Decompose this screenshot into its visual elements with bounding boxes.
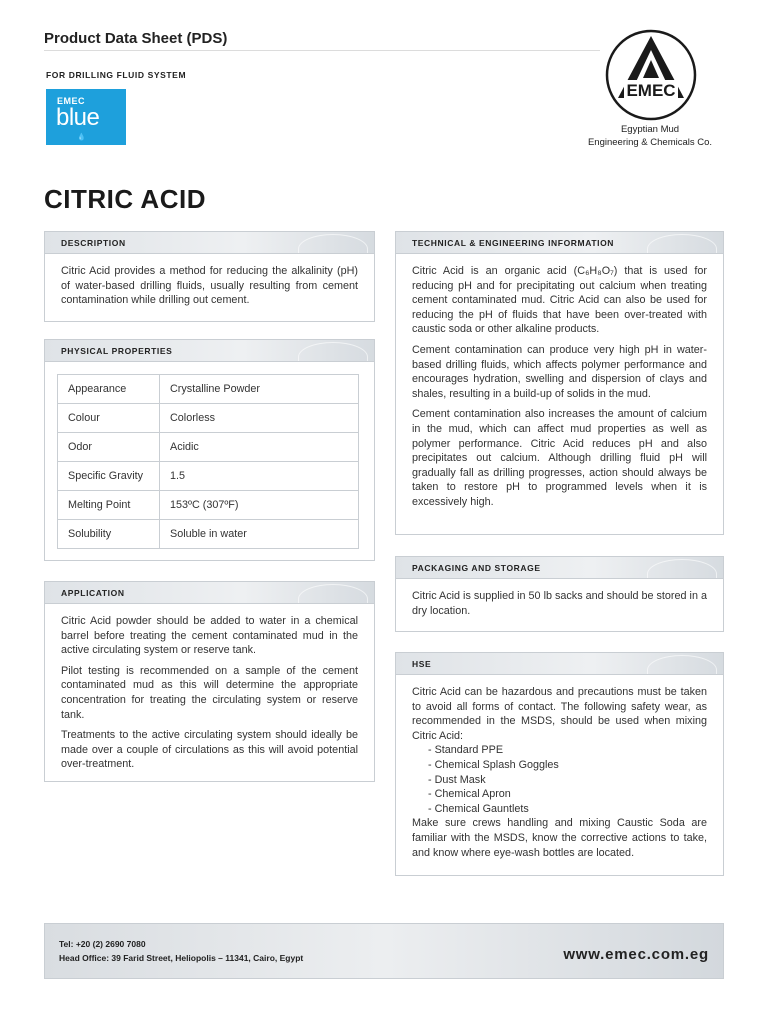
technical-info-panel bbox=[395, 231, 724, 535]
description-heading-text: DESCRIPTION bbox=[61, 238, 126, 248]
company-name-line-1: Egyptian Mud bbox=[620, 124, 680, 135]
table-row bbox=[58, 375, 359, 404]
description-panel bbox=[44, 231, 375, 322]
application-panel bbox=[44, 581, 375, 782]
brand-logo-word: blue bbox=[56, 104, 100, 131]
hse-ppe-list bbox=[412, 743, 707, 816]
physical-properties-panel bbox=[44, 339, 375, 561]
emec-blue-logo bbox=[46, 89, 126, 145]
packaging-text: Citric Acid is supplied in 50 lb sacks and should be stored in a dry location. bbox=[412, 590, 707, 617]
table-row bbox=[58, 462, 359, 491]
hse-heading-text: HSE bbox=[412, 659, 432, 669]
company-logo-text: EMEC bbox=[626, 81, 676, 100]
company-name bbox=[560, 123, 740, 149]
physical-properties-heading-text: PHYSICAL PROPERTIES bbox=[61, 346, 173, 356]
physical-properties-table bbox=[57, 374, 359, 549]
fan-decoration-icon bbox=[298, 584, 368, 604]
fan-decoration-icon bbox=[298, 342, 368, 362]
property-label: Specific Gravity bbox=[58, 462, 160, 491]
packaging-storage-heading bbox=[396, 557, 723, 579]
footer-website-link[interactable]: www.emec.com.eg bbox=[563, 946, 709, 963]
property-label: Appearance bbox=[58, 375, 160, 404]
fan-decoration-icon bbox=[647, 234, 717, 254]
technical-info-heading bbox=[396, 232, 723, 254]
description-body bbox=[45, 254, 374, 318]
brand-logo-top-text: EMEC bbox=[57, 96, 86, 106]
list-item: - Chemical Apron bbox=[428, 788, 511, 801]
application-heading-text: APPLICATION bbox=[61, 588, 125, 598]
list-item: - Chemical Splash Goggles bbox=[428, 758, 559, 771]
hse-heading bbox=[396, 653, 723, 675]
document-subtitle: FOR DRILLING FLUID SYSTEM bbox=[46, 70, 187, 80]
property-label: Solubility bbox=[58, 520, 160, 549]
packaging-storage-body bbox=[396, 579, 723, 628]
header-divider bbox=[44, 50, 600, 51]
table-row bbox=[58, 404, 359, 433]
emec-company-logo bbox=[604, 28, 698, 122]
physical-properties-heading bbox=[45, 340, 374, 362]
table-row bbox=[58, 520, 359, 549]
application-paragraph: Treatments to the active circulating system should ideally be made over a couple of circulations as this will avoid potential over-treatment. bbox=[61, 729, 358, 771]
product-title: CITRIC ACID bbox=[44, 184, 206, 214]
physical-properties-body bbox=[45, 362, 374, 557]
property-value: Crystalline Powder bbox=[160, 375, 359, 404]
hse-outro: Make sure crews handling and mixing Caustic Soda are familiar with the MSDS, know the corrective actions to take, and know where eye-wash bottles are located. bbox=[412, 817, 707, 859]
application-paragraph: Pilot testing is recommended on a sample of the cement contaminated mud as this will determine the appropriate concentration for treating the circulating system or reserve tank. bbox=[61, 664, 358, 721]
hse-intro: Citric Acid can be hazardous and precautions must be taken to avoid all forms of contact. The following safety wear, as recommended in the MSDS, should be used when mixing Citric Acid: bbox=[412, 686, 707, 742]
water-drop-icon: 💧 bbox=[77, 134, 86, 141]
property-value: 1.5 bbox=[160, 462, 359, 491]
packaging-storage-panel bbox=[395, 556, 724, 632]
technical-paragraph: Cement contamination also increases the amount of calcium in the mud, which can affect mud properties as well as polymer performance. Citric Acid reduces pH and also precipitates out calcium. Although drilling fluid pH will gradually fall as drilling progresses, action should always be taken to restore pH to programmed levels when it is excessively high. bbox=[412, 408, 707, 508]
property-label: Melting Point bbox=[58, 491, 160, 520]
technical-info-body bbox=[396, 254, 723, 520]
company-name-line-2: Engineering & Chemicals Co. bbox=[587, 137, 713, 148]
property-value: Soluble in water bbox=[160, 520, 359, 549]
technical-paragraph: Citric Acid is an organic acid (C₆H₈O₇) that is used for reducing pH and for precipitating out calcium when treating cement contaminated mud. Citric Acid can also be used for reducing the pH of fluids that have been over-treated with caustic soda or other alkaline products. bbox=[412, 265, 707, 336]
footer-bar bbox=[44, 923, 724, 979]
hse-body bbox=[396, 675, 723, 870]
technical-info-heading-text: TECHNICAL & ENGINEERING INFORMATION bbox=[412, 238, 615, 248]
packaging-storage-heading-text: PACKAGING AND STORAGE bbox=[412, 563, 541, 573]
footer-telephone: Tel: +20 (2) 2690 7080 bbox=[59, 939, 146, 949]
description-text: Citric Acid provides a method for reducing the alkalinity (pH) of water-based drilling fluids, usually resulting from cement contamination while drilling out cement. bbox=[61, 265, 358, 307]
property-label: Odor bbox=[58, 433, 160, 462]
property-value: Acidic bbox=[160, 433, 359, 462]
list-item: - Standard PPE bbox=[428, 744, 504, 757]
application-body bbox=[45, 604, 374, 782]
fan-decoration-icon bbox=[647, 559, 717, 579]
fan-decoration-icon bbox=[647, 655, 717, 675]
technical-paragraph: Cement contamination can produce very high pH in water-based drilling fluids, which affects polymer performance and encourages hydration, swelling and dispersion of clays and shales, resulting in a build-up of solids in the mud. bbox=[412, 343, 707, 400]
fan-decoration-icon bbox=[298, 234, 368, 254]
document-type-title: Product Data Sheet (PDS) bbox=[44, 30, 228, 47]
hse-panel bbox=[395, 652, 724, 876]
property-value: 153ºC (307ºF) bbox=[160, 491, 359, 520]
table-row bbox=[58, 491, 359, 520]
list-item: - Chemical Gauntlets bbox=[428, 802, 529, 815]
table-row bbox=[58, 433, 359, 462]
property-value: Colorless bbox=[160, 404, 359, 433]
description-heading bbox=[45, 232, 374, 254]
property-label: Colour bbox=[58, 404, 160, 433]
application-heading bbox=[45, 582, 374, 604]
application-paragraph: Citric Acid powder should be added to water in a chemical barrel before treating the cement contaminated mud in the active circulating system or reserve tank. bbox=[61, 615, 358, 657]
footer-head-office: Head Office: 39 Farid Street, Heliopolis – 11341, Cairo, Egypt bbox=[59, 953, 304, 963]
list-item: - Dust Mask bbox=[428, 773, 486, 786]
